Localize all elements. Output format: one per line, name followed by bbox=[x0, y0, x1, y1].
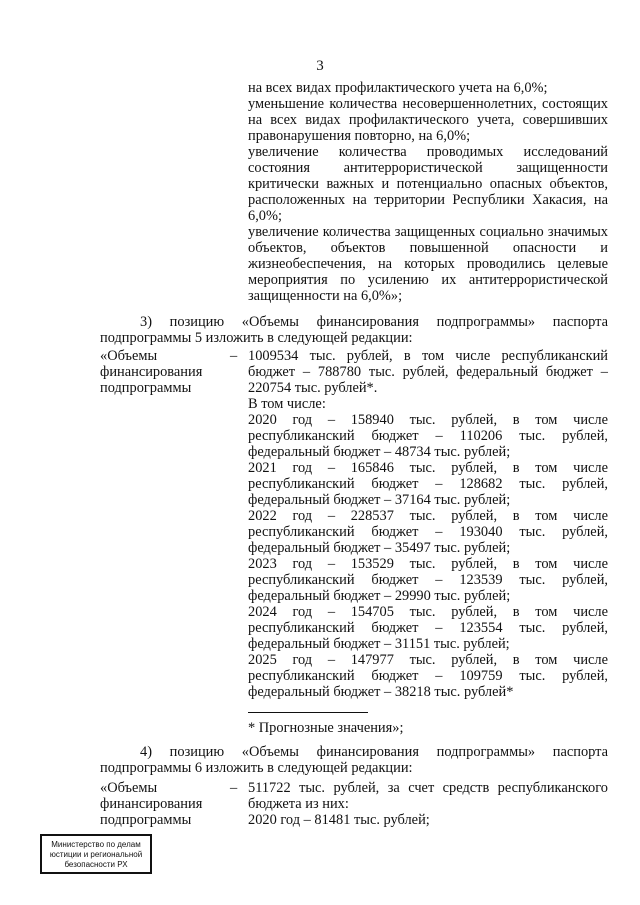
year-2023-entry: 2023 год – 153529 тыс. рублей, в том числе республиканский бюджет – 123539 тыс. рублей, федеральный бюджет – 29990 тыс. рублей; bbox=[248, 556, 608, 604]
table4-values bbox=[248, 780, 608, 828]
including-label: В том числе: bbox=[248, 396, 326, 412]
indicator-line: на всех видах профилактического учета на 6,0%; bbox=[248, 80, 548, 96]
item-3-paragraph: 3) позицию «Объемы финансирования подпрограммы» паспорта подпрограммы 5 изложить в следующей редакции: bbox=[100, 314, 608, 346]
table4-dash: – bbox=[230, 780, 238, 796]
indicator-line: увеличение количества проводимых исследований состояния антитеррористической защищенности критически важных и потенциально опасных объектов, расположенных на территории Республики Хакасия, на 6,0%; bbox=[248, 144, 608, 224]
label-line: подпрограммы bbox=[100, 380, 192, 396]
stamp-line: Министерство по делам bbox=[51, 840, 141, 849]
indicator-line: увеличение количества защищенных социально значимых объектов, объектов повышенной опасности и жизнеобеспечения, на которых проводились целевые мероприятия по усилению их антитеррористической защищенности на 6,0%»; bbox=[248, 224, 608, 304]
year-2020-entry: 2020 год – 81481 тыс. рублей; bbox=[248, 812, 430, 828]
item-4-paragraph: 4) позицию «Объемы финансирования подпрограммы» паспорта подпрограммы 6 изложить в следующей редакции: bbox=[100, 744, 608, 776]
year-2020-entry: 2020 год – 158940 тыс. рублей, в том числе республиканский бюджет – 110206 тыс. рублей, федеральный бюджет – 48734 тыс. рублей; bbox=[248, 412, 608, 460]
label-line: финансирования bbox=[100, 364, 203, 380]
year-2024-entry: 2024 год – 154705 тыс. рублей, в том числе республиканский бюджет – 123554 тыс. рублей, федеральный бюджет – 31151 тыс. рублей; bbox=[248, 604, 608, 652]
label-line: финансирования bbox=[100, 796, 203, 812]
table3-dash: – bbox=[230, 348, 238, 364]
footnote-divider bbox=[248, 712, 368, 713]
ministry-stamp bbox=[40, 834, 152, 874]
total-amount: 511722 тыс. рублей, за счет средств республиканского бюджета из них: bbox=[248, 780, 608, 812]
year-2021-entry: 2021 год – 165846 тыс. рублей, в том числе республиканский бюджет – 128682 тыс. рублей, федеральный бюджет – 37164 тыс. рублей; bbox=[248, 460, 608, 508]
label-line: подпрограммы bbox=[100, 812, 192, 828]
indicator-line: уменьшение количества несовершеннолетних, состоящих на всех видах профилактического учета, совершивших правонарушения повторно, на 6,0%; bbox=[248, 96, 608, 144]
stamp-line: юстиции и региональной bbox=[49, 850, 143, 859]
label-line: «Объемы bbox=[100, 348, 158, 364]
year-2022-entry: 2022 год – 228537 тыс. рублей, в том числе республиканский бюджет – 193040 тыс. рублей, федеральный бюджет – 35497 тыс. рублей; bbox=[248, 508, 608, 556]
total-amount: 1009534 тыс. рублей, в том числе республиканский бюджет – 788780 тыс. рублей, федеральный бюджет – 220754 тыс. рублей*. bbox=[248, 348, 608, 396]
year-2025-entry: 2025 год – 147977 тыс. рублей, в том числе республиканский бюджет – 109759 тыс. рублей, федеральный бюджет – 38218 тыс. рублей* bbox=[248, 652, 608, 700]
footnote: * Прогнозные значения»; bbox=[248, 720, 404, 736]
stamp-line: безопасности РХ bbox=[64, 860, 128, 869]
table4-label bbox=[100, 780, 228, 828]
table3-label bbox=[100, 348, 228, 396]
label-line: «Объемы bbox=[100, 780, 158, 796]
table3-values bbox=[248, 348, 608, 700]
indicators-block bbox=[248, 80, 608, 304]
page-number: 3 bbox=[316, 58, 324, 74]
